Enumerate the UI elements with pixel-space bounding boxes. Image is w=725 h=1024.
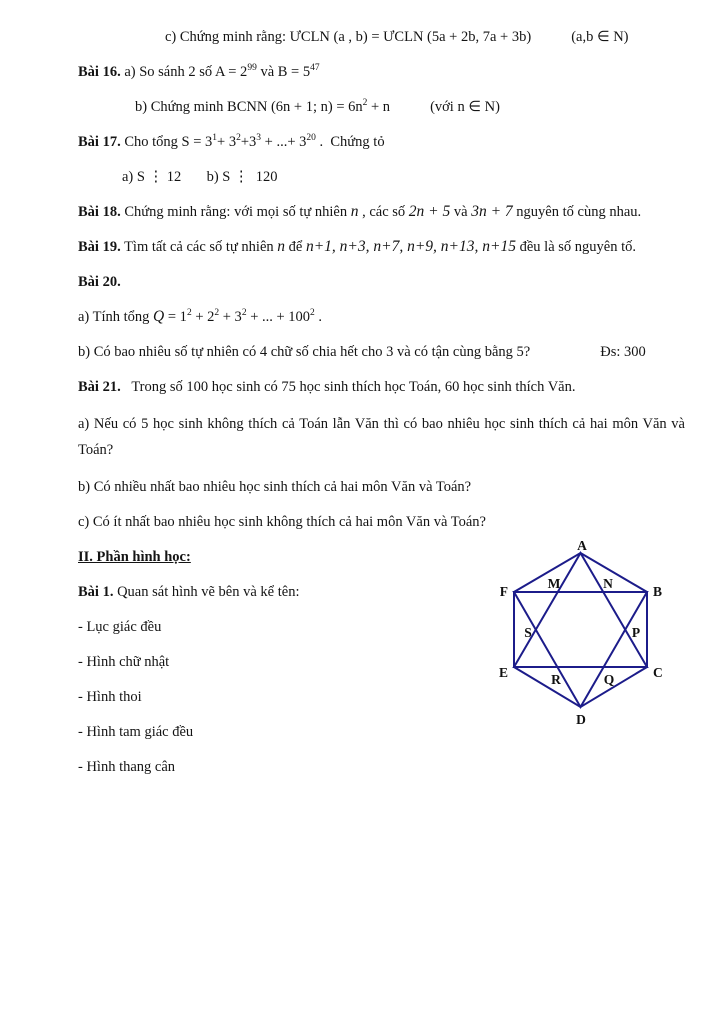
- triangle-bdf: [514, 592, 647, 707]
- list-item-text: - Hình thoi: [78, 689, 142, 705]
- list-item-text: - Hình chữ nhật: [78, 654, 170, 670]
- exercise-16b-text2: + n: [367, 99, 391, 115]
- math-n: n: [277, 238, 286, 255]
- exponent-99: 99: [247, 63, 257, 74]
- exercise-15c-text: c) Chứng minh rằng: ƯCLN (a , b) = ƯCLN (5a + 2b, 7a + 3b): [165, 29, 532, 45]
- intersection-label-r: R: [551, 672, 561, 687]
- exercise-20a-text: a) Tính tổng: [78, 309, 154, 325]
- exercise-18-text4: nguyên tố cùng nhau.: [512, 204, 642, 220]
- answer-text: Đs: 300: [600, 344, 646, 360]
- exponent-sq1: 2: [186, 308, 192, 319]
- intersection-label-p: P: [631, 625, 641, 640]
- exercise-19: [78, 236, 685, 258]
- formula-term4: + ... + 100: [246, 309, 311, 325]
- list-item-trapezoid: [78, 756, 685, 778]
- exercise-18-text3: và: [450, 204, 472, 220]
- formula-period: .: [314, 309, 323, 325]
- math-n-sequence: n+1, n+3, n+7, n+9, n+13, n+15: [305, 238, 516, 255]
- exercise-17: [78, 131, 685, 153]
- exponent-47: 47: [310, 63, 320, 74]
- exercise-20-label: Bài 20.: [78, 274, 121, 290]
- exercise-21b: [78, 476, 685, 498]
- exercise-17-label: Bài 17.: [78, 134, 121, 150]
- exercise-19-label: Bài 19.: [78, 239, 121, 255]
- exercise-21a-text: a) Nếu có 5 học sinh không thích cả Toán lẫn Văn thì có bao nhiêu học sinh thích cả hai môn Văn và Toán?: [78, 416, 689, 458]
- math-2n-plus-5: 2n + 5: [408, 203, 451, 220]
- exercise-21c-text: c) Có ít nhất bao nhiêu học sinh không thích cả hai môn Văn và Toán?: [78, 514, 486, 530]
- intersection-label-q: Q: [603, 672, 615, 687]
- exercise-17-term2: + 3: [217, 134, 237, 150]
- vertex-label-e: E: [498, 665, 508, 680]
- formula-term2: + 2: [191, 309, 215, 325]
- vertex-label-f: F: [499, 584, 508, 599]
- vertex-label-b: B: [653, 584, 663, 599]
- exercise-18: [78, 201, 685, 223]
- math-q: Q: [153, 308, 165, 325]
- list-item-text: - Hình thang cân: [78, 759, 176, 775]
- exponent-20: 20: [306, 133, 316, 144]
- hexagram-figure: [495, 538, 680, 733]
- exercise-19-text3: đều là số nguyên tố.: [515, 239, 636, 255]
- exercise-17ab-text: a) S ⋮ 12 b) S ⋮ 120: [122, 169, 278, 185]
- exercise-16-text: a) So sánh 2 số A = 2: [120, 64, 248, 80]
- exponent-2: 2: [362, 98, 368, 109]
- exercise-17-term3: +3: [240, 134, 257, 150]
- exercise-21c: [78, 511, 685, 533]
- exercise-15c-condition: (a,b ∈ N): [571, 29, 629, 45]
- exponent-sq4: 2: [310, 308, 315, 319]
- section-heading-text: II. Phần hình học:: [78, 549, 191, 565]
- math-n: n: [350, 203, 359, 220]
- exponent-sq3: 2: [241, 308, 247, 319]
- exercise-20b: [78, 341, 685, 363]
- exercise-21: [78, 376, 685, 398]
- exercise-16-text2: và B = 5: [256, 64, 311, 80]
- exponent-2: 2: [236, 133, 241, 144]
- exercise-21b-text: b) Có nhiều nhất bao nhiêu học sinh thích cả hai môn Văn và Toán?: [78, 479, 472, 495]
- exercise-17-term4: + ...+ 3: [261, 134, 307, 150]
- exercise-21a: [78, 411, 689, 463]
- exercise-20: [78, 271, 685, 293]
- math-3n-plus-7: 3n + 7: [471, 203, 513, 220]
- vertex-label-d: D: [576, 712, 586, 727]
- exercise-18-label: Bài 18.: [78, 204, 121, 220]
- exercise-17-text2: . Chứng tỏ: [315, 134, 385, 150]
- exercise-16b-text: b) Chứng minh BCNN (6n + 1; n) = 6n: [135, 99, 363, 115]
- exercise-17-text: Cho tổng S = 3: [120, 134, 213, 150]
- formula-term1: = 1: [164, 309, 187, 325]
- exercise-16b: [78, 96, 685, 118]
- exponent-1: 1: [212, 133, 218, 144]
- exercise-19-text2: để: [285, 239, 306, 255]
- exercise-21-label: Bài 21.: [78, 379, 121, 395]
- intersection-label-m: M: [547, 576, 561, 591]
- exercise-15c: [78, 26, 685, 48]
- exponent-sq2: 2: [214, 308, 220, 319]
- exercise-19-text: Tìm tất cả các số tự nhiên: [120, 239, 278, 255]
- list-item-text: - Hình tam giác đều: [78, 724, 194, 740]
- exercise-18-text2: , các số: [358, 204, 409, 220]
- exercise-17-parts: [78, 166, 685, 188]
- intersection-label-n: N: [603, 576, 613, 591]
- list-item-text: - Lục giác đều: [78, 619, 162, 635]
- triangle-ace: [514, 553, 647, 667]
- vertex-label-c: C: [653, 665, 663, 680]
- exercise-16b-condition: (với n ∈ N): [430, 99, 500, 115]
- exercise-20b-text: b) Có bao nhiêu số tự nhiên có 4 chữ số chia hết cho 3 và có tận cùng bằng 5?: [78, 344, 531, 360]
- exercise-geometry-1-label: Bài 1.: [78, 584, 114, 600]
- exercise-18-text: Chứng minh rằng: với mọi số tự nhiên: [120, 204, 351, 220]
- exercise-21-text: Trong số 100 học sinh có 75 học sinh thích học Toán, 60 học sinh thích Văn.: [120, 379, 576, 395]
- exponent-3: 3: [256, 133, 262, 144]
- exercise-20a: [78, 306, 685, 328]
- vertex-label-a: A: [577, 538, 587, 553]
- hexagon-outline: [514, 553, 647, 707]
- exercise-16-label: Bài 16.: [78, 64, 121, 80]
- exercise-geometry-1-text: Quan sát hình vẽ bên và kể tên:: [113, 584, 300, 600]
- formula-term3: + 3: [219, 309, 242, 325]
- intersection-label-s: S: [524, 625, 532, 640]
- exercise-16: [78, 61, 685, 83]
